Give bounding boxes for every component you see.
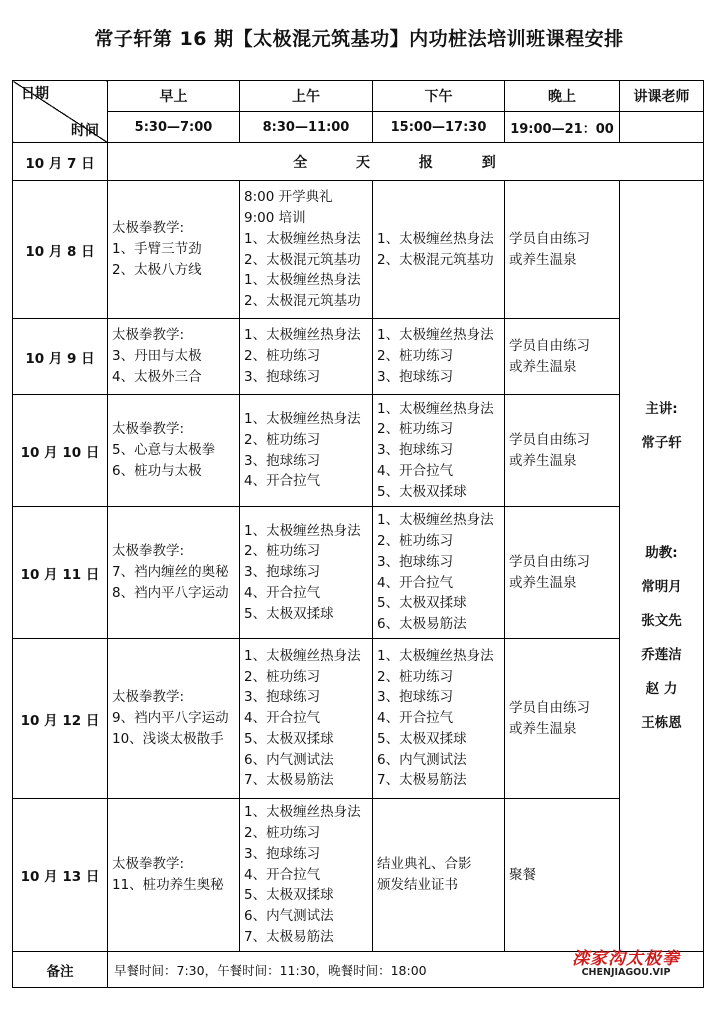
- forenoon-cell: 1、太极缠丝热身法 2、桩功练习 3、抱球练习 4、开合拉气 5、太极双揉球 6、内气测试法 7、太极易筋法: [240, 639, 373, 799]
- afternoon-cell: 1、太极缠丝热身法 2、太极混元筑基功: [373, 181, 505, 319]
- logo-chinese-text: 滦家沟太极拳: [572, 949, 680, 969]
- header-diagonal-cell: [13, 81, 108, 143]
- morning-cell: 太极拳教学: 3、丹田与太极 4、太极外三合: [108, 319, 240, 395]
- time-header-label: 时间: [71, 123, 99, 139]
- row-date: 10 月 9 日: [13, 319, 108, 395]
- evening-cell: 聚餐: [505, 799, 620, 952]
- table-row: [13, 799, 704, 952]
- col-header-afternoon: 下午: [373, 81, 505, 112]
- chenjiagou-logo: [556, 944, 696, 978]
- assistant-name: 赵 力: [645, 681, 678, 697]
- row-date: 10 月 13 日: [13, 799, 108, 952]
- forenoon-cell: 1、太极缠丝热身法 2、桩功练习 3、抱球练习: [240, 319, 373, 395]
- schedule-table: [12, 80, 704, 988]
- page-title: 常子轩第 16 期【太极混元筑基功】内功桩法培训班课程安排: [94, 28, 624, 50]
- logo-url-text: CHENJIAGOU.VIP: [581, 967, 671, 978]
- afternoon-cell: 1、太极缠丝热身法 2、桩功练习 3、抱球练习 4、开合拉气 5、太极双揉球 6、内气测试法 7、太极易筋法: [373, 639, 505, 799]
- table-row: [13, 319, 704, 395]
- col-header-forenoon: 上午: [240, 81, 373, 112]
- assistant-name: 张文先: [641, 613, 682, 629]
- table-row: [13, 181, 704, 319]
- note-label: 备注: [13, 952, 108, 988]
- col-header-morning: 早上: [108, 81, 240, 112]
- assistant-name: 乔莲洁: [641, 647, 682, 663]
- evening-cell: 学员自由练习 或养生温泉: [505, 181, 620, 319]
- row-date: 10 月 10 日: [13, 395, 108, 507]
- table-row: [13, 639, 704, 799]
- arrival-text: 全 天 报 到: [108, 143, 704, 181]
- teacher-cell: [620, 181, 704, 952]
- afternoon-cell: 1、太极缠丝热身法 2、桩功练习 3、抱球练习 4、开合拉气 5、太极双揉球: [373, 395, 505, 507]
- arrival-date: 10 月 7 日: [13, 143, 108, 181]
- note-text: 早餐时间：7:30，午餐时间：11:30，晚餐时间：18:00: [108, 952, 704, 988]
- morning-cell: 太极拳教学: 1、手臂三节劲 2、太极八方线: [108, 181, 240, 319]
- main-teacher-name: 常子轩: [641, 435, 682, 451]
- morning-cell: 太极拳教学: 11、桩功养生奥秘: [108, 799, 240, 952]
- row-date: 10 月 8 日: [13, 181, 108, 319]
- time-forenoon: 8:30—11:00: [240, 112, 373, 143]
- table-row: [13, 507, 704, 639]
- evening-cell: 学员自由练习 或养生温泉: [505, 395, 620, 507]
- assistant-name: 王栋恩: [641, 715, 682, 731]
- forenoon-cell: 1、太极缠丝热身法 2、桩功练习 3、抱球练习 4、开合拉气 5、太极双揉球: [240, 507, 373, 639]
- evening-cell: 学员自由练习 或养生温泉: [505, 507, 620, 639]
- forenoon-cell: 8:00 开学典礼 9:00 培训 1、太极缠丝热身法 2、太极混元筑基功 1、太极缠丝热身法 2、太极混元筑基功: [240, 181, 373, 319]
- col-header-teacher: 讲课老师: [620, 81, 704, 112]
- time-morning: 5:30—7:00: [108, 112, 240, 143]
- date-header-label: 日期: [21, 86, 49, 102]
- forenoon-cell: 1、太极缠丝热身法 2、桩功练习 3、抱球练习 4、开合拉气 5、太极双揉球 6、内气测试法 7、太极易筋法: [240, 799, 373, 952]
- afternoon-cell: 1、太极缠丝热身法 2、桩功练习 3、抱球练习 4、开合拉气 5、太极双揉球 6、太极易筋法: [373, 507, 505, 639]
- main-teacher-label: 主讲:: [645, 401, 678, 417]
- morning-cell: 太极拳教学: 5、心意与太极拳 6、桩功与太极: [108, 395, 240, 507]
- morning-cell: 太极拳教学: 7、裆内缠丝的奥秘 8、裆内平八字运动: [108, 507, 240, 639]
- time-teacher-empty: [620, 112, 704, 143]
- assistant-name: 常明月: [641, 579, 682, 595]
- evening-cell: 学员自由练习 或养生温泉: [505, 639, 620, 799]
- time-afternoon: 15:00—17:30: [373, 112, 505, 143]
- evening-cell: 学员自由练习 或养生温泉: [505, 319, 620, 395]
- row-date: 10 月 11 日: [13, 507, 108, 639]
- table-row: [13, 395, 704, 507]
- afternoon-cell: 结业典礼、合影 颁发结业证书: [373, 799, 505, 952]
- assistant-label: 助教:: [645, 545, 678, 561]
- afternoon-cell: 1、太极缠丝热身法 2、桩功练习 3、抱球练习: [373, 319, 505, 395]
- morning-cell: 太极拳教学: 9、裆内平八字运动 10、浅谈太极散手: [108, 639, 240, 799]
- row-date: 10 月 12 日: [13, 639, 108, 799]
- time-evening: 19:00—21：00: [505, 112, 620, 143]
- col-header-evening: 晚上: [505, 81, 620, 112]
- forenoon-cell: 1、太极缠丝热身法 2、桩功练习 3、抱球练习 4、开合拉气: [240, 395, 373, 507]
